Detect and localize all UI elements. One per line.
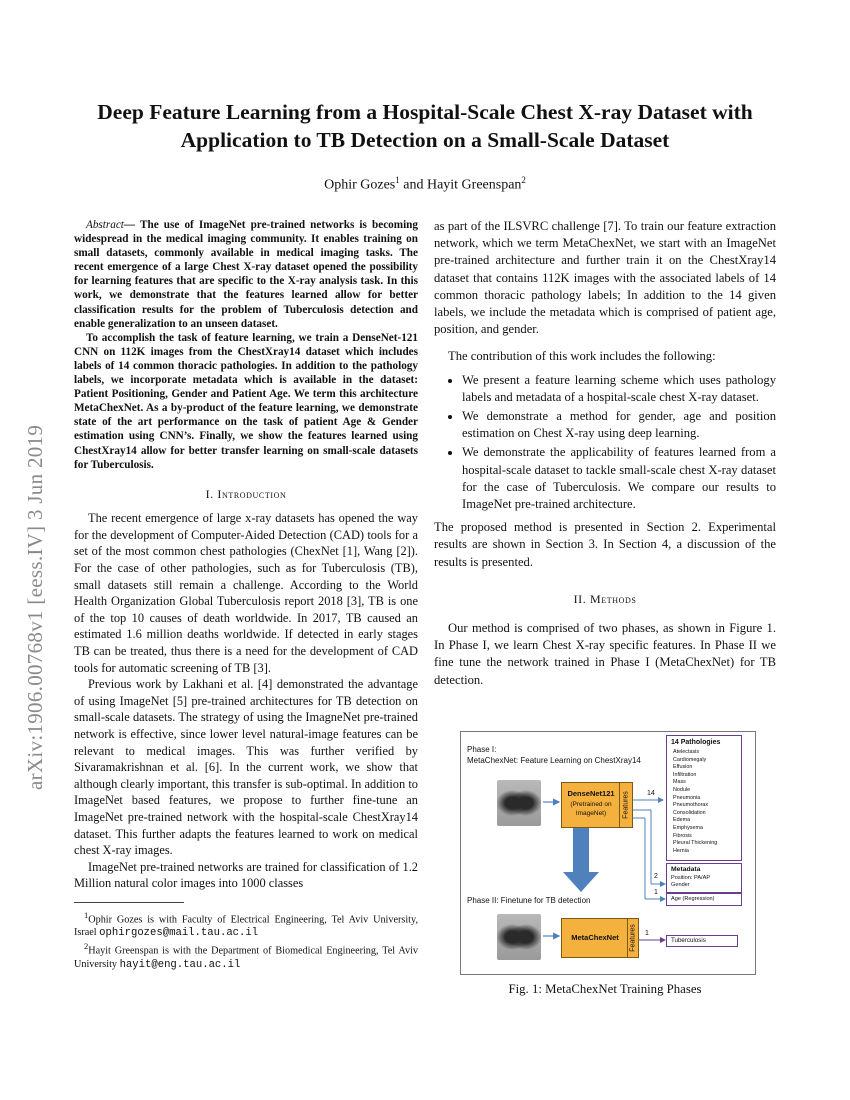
pathology-item: Fibrosis — [673, 832, 692, 839]
pathologies-box: 14 Pathologies Atelectasis Cardiomegaly Effusion Infiltration Mass Nodule Pneumonia Pneumothorax Consolidation Edema Emphysema Fibrosis Pleural Thickening Hernia — [666, 735, 742, 861]
author-1-mark: 1 — [395, 175, 400, 185]
pathology-item: Hernia — [673, 847, 689, 854]
right-paragraph-3: The proposed method is presented in Section 2. Experimental results are shown in Section 3. In Section 4, a discussion of the results is presented. — [434, 520, 776, 569]
tuberculosis-box: Tuberculosis — [666, 935, 738, 947]
right-column — [434, 218, 776, 689]
abstract-p1 — [74, 218, 418, 331]
author-2: Hayit Greenspan — [426, 177, 522, 193]
phase-1-label: Phase I: MetaChexNet: Feature Learning on ChestXray14 — [467, 745, 641, 765]
metadata-box: Metadata Position: PA/AP Gender — [666, 863, 742, 893]
authors — [60, 175, 790, 194]
methods-paragraph-1: Our method is comprised of two phases, as shown in Figure 1. In Phase I, we learn Chest X-ray specific features. In Phase II we fine tune the network trained in Phase I (MetaChexNet) for TB detection. — [434, 621, 776, 687]
authors-and: and — [399, 177, 427, 193]
footnote-2-email: hayit@eng.tau.ac.il — [119, 958, 241, 971]
phase-2-label: Phase II: Finetune for TB detection — [467, 896, 591, 905]
features-block-1: Features — [619, 782, 633, 828]
count-14: 14 — [647, 790, 655, 797]
pathology-item: Nodule — [673, 787, 691, 793]
intro-paragraph-2: Previous work by Lakhani et al. [4] demonstrated the advantage of using ImageNet [5] pre-trained architectures for TB detection on small-scale datasets. The strategy of using the ImagneNet pre-trained network is effective, since lower level natural-image features can be relevant to medical images. This was further verified by Sivaramakrishnan et al. [6]. In the current work, we show that although clearly important, this transfer is sub-optimal. In addition to ImageNet based features, we propose to further fine-tune an ImageNet pre-trained network with the hospital-scale ChestXray14 dataset. This further adapts the features learned to work on medical chest X-ray images. — [74, 677, 418, 858]
abstract-label: Abstract — [86, 219, 124, 231]
pathology-item: Infiltration — [673, 771, 697, 778]
right-paragraph-1: as part of the ILSVRC challenge [7]. To train our feature extraction network, which we term MetaChexNet, we start with an ImageNet pre-trained architecture and further train it on the ChestXray14 dataset that contains 112K images with the associated labels of 14 common thoracic pathology labels; In addition to the 14 given labels, we include the metadata which is comprised of patient age, position, and gender. — [434, 219, 776, 337]
pathology-item: Atelectasis — [673, 749, 700, 755]
intro-paragraph-3: ImageNet pre-trained networks are trained for classification of 1.2 Million natural color images into 1000 classes — [74, 859, 418, 891]
footnote-2: $^2$Hayit Greenspan is with the Department of Biomedical Engineering, Tel Aviv University hayit@eng.tau.ac.il — [74, 941, 418, 971]
footnote-1-email: ophirgozes@mail.tau.ac.il — [99, 927, 259, 940]
densenet121-block: DenseNet121 (Pretrained on ImageNet) — [561, 782, 621, 828]
footnote-1: $^1$Ophir Gozes is with Faculty of Electrical Engineering, Tel Aviv University, Israel ophirgozes@mail.tau.ac.il — [74, 909, 418, 940]
count-1-age: 1 — [654, 889, 658, 896]
pathology-item: Pneumothorax — [673, 802, 709, 809]
pathology-item: Cardiomegaly — [673, 756, 707, 763]
age-box: Age (Regression) — [666, 893, 742, 906]
section-heading-introduction: I. Introduction — [205, 486, 287, 501]
list-item: • We present a feature learning scheme which uses pathology labels and metadata of a hospital-scale chest X-ray dataset. — [462, 372, 776, 406]
list-item: • We demonstrate a method for gender, age and position estimation on Chest X-ray using deep learning. — [462, 408, 776, 442]
abstract-text-1: — The use of ImageNet pre-trained networks is becoming widespread in the medical imaging community. It enables training on small datasets, commonly available in medical imaging tasks. The recent emergence of a large Chest X-ray dataset opened the possibility for learning features that are specific to the X-ray analysis task. In this work, we demonstrate that the features learned allow for better classification results for the problem of Tuberculosis detection and enable generalization to an unseen dataset. — [74, 219, 418, 330]
pathology-item: Effusion — [673, 764, 693, 771]
footnote-rule — [74, 902, 184, 903]
pathology-item: Pneumonia — [673, 794, 701, 801]
intro-paragraph-1: The recent emergence of large x-ray datasets has opened the way for the development of Computer-Aided Detection (CAD) tools for a set of the most common chest pathologies (ChexNet [1], Wang [2]). For the case of other pathologies, such as for Tuberculosis (TB), small datasets still remain a challenge. According to the World Health Organization Global Tuberculosis report 2018 [3], TB is one of the top 10 causes of death worldwide. In 2017, TB caused an estimated 1.6 million deaths worldwide. If detected in early stages TB can be treated, thus there is a need for the development of CAD tools for automatic screening of TB [3]. — [74, 511, 418, 675]
section-heading-methods: II. Methods — [573, 591, 637, 606]
contribution-intro: The contribution of this work includes the following: — [448, 349, 716, 364]
arxiv-identifier: arXiv:1906.00768v1 [eess.IV] 3 Jun 2019 — [23, 424, 47, 790]
figure-caption: Fig. 1: MetaChexNet Training Phases — [508, 982, 702, 996]
author-2-mark: 2 — [521, 175, 526, 185]
paper-title: Deep Feature Learning from a Hospital-Scale Chest X-ray Dataset with Application to TB Detection on a Small-Scale Dataset — [97, 100, 753, 152]
pathology-item: Emphysema — [673, 825, 703, 831]
pathology-item: Edema — [673, 817, 691, 824]
list-item: • We demonstrate the applicability of features learned from a hospital-scale dataset to tackle small-scale chest X-ray dataset for the case of Tuberculosis. We compare our results to ImageNet pre-trained architecture. — [462, 444, 776, 513]
figure-1 — [460, 731, 756, 975]
contribution-list — [434, 372, 776, 514]
pathology-item: Consolidation — [673, 809, 706, 816]
abstract-p2: To accomplish the task of feature learning, we train a DenseNet-121 CNN on 112K images from the ChestXray14 dataset which includes labels of 14 common thoracic pathologies. In addition to the pathology labels, we incorporate metadata which is available in the dataset: Patient Positioning, Gender and Patient Age. We term this architecture MetaChexNet. As a by-product of the feature learning, we demonstrate state of the art performance on the task of patient Age & Gender estimation using CNN’s. Finally, we show the features learned using ChestXray14 allow for better transfer learning on small-scale datasets for Tuberculosis. — [74, 331, 418, 471]
pathology-item: Pleural Thickening — [673, 840, 718, 847]
chest-xray-image-2 — [497, 914, 541, 960]
features-block-2: Features — [627, 918, 639, 958]
pathology-item: Mass — [673, 779, 686, 786]
count-1-tb: 1 — [645, 930, 649, 937]
author-1: Ophir Gozes — [324, 177, 396, 193]
chest-xray-image-1 — [497, 780, 541, 826]
metachexnet-block: MetaChexNet — [561, 918, 629, 958]
count-2: 2 — [654, 873, 658, 880]
left-column — [74, 218, 418, 972]
